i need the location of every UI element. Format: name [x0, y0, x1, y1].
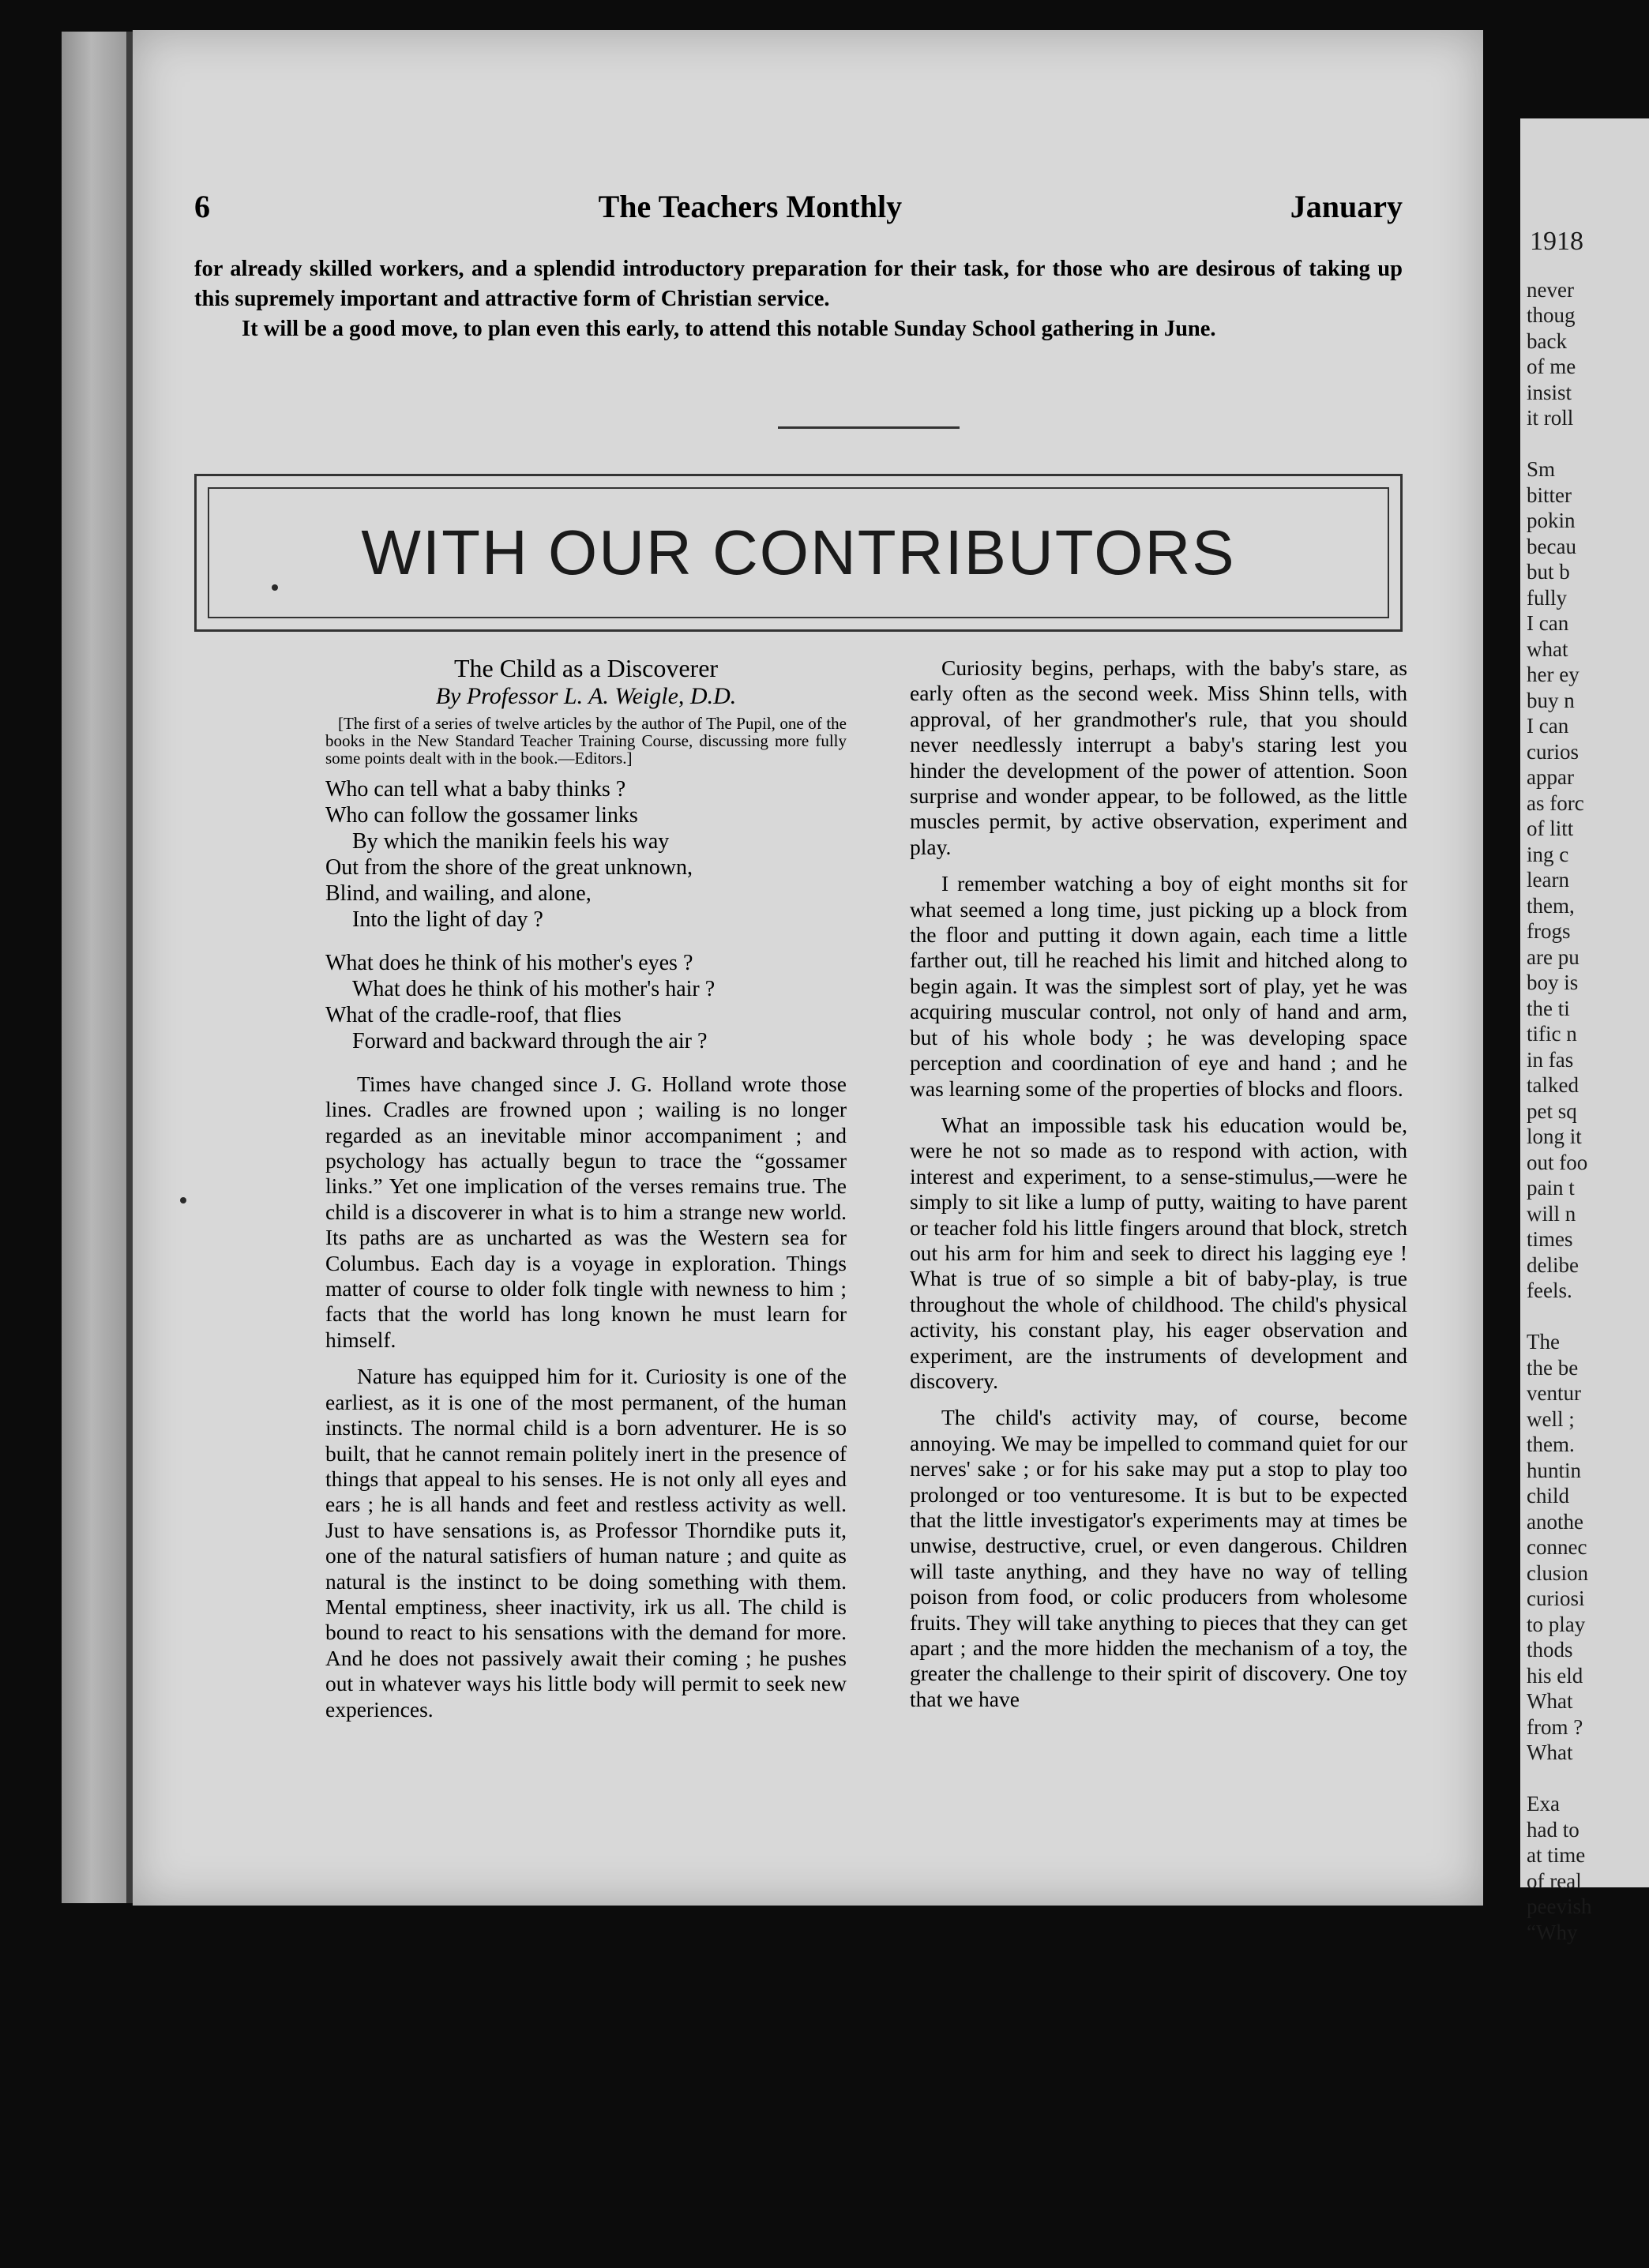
facing-page-line: well ; [1527, 1406, 1575, 1431]
binding-shadow [126, 32, 133, 1903]
facing-page-line: curios [1527, 739, 1579, 764]
facing-page-line [1527, 1304, 1649, 1330]
left-page-edge [62, 32, 128, 1903]
facing-page-line: never [1527, 277, 1574, 302]
facing-page-line: the ti [1527, 996, 1570, 1020]
poem-line: What does he think of his mother's eyes ? [325, 950, 693, 975]
facing-page-line: frogs [1527, 919, 1571, 943]
facing-page-line: pain t [1527, 1176, 1575, 1200]
facing-page-line: of me [1527, 355, 1576, 378]
facing-page-text [1520, 277, 1649, 1946]
facing-page-line: them, [1527, 893, 1575, 918]
facing-page-line: ing c [1527, 842, 1569, 866]
facing-page-line: of litt [1527, 817, 1574, 840]
article-title: The Child as a Discoverer [453, 654, 719, 682]
facing-page-line: had to [1527, 1817, 1580, 1842]
facing-page-line: long it [1527, 1125, 1582, 1148]
facing-page-line [1527, 431, 1649, 457]
facing-page-line: huntin [1527, 1458, 1582, 1482]
poem-line: Blind, and wailing, and alone, [325, 881, 592, 906]
poem-line: Who can follow the gossamer links [325, 802, 638, 828]
facing-page-line: learn [1527, 868, 1569, 892]
facing-page-line: buy n [1527, 688, 1575, 712]
facing-page-line: “Why [1527, 1920, 1578, 1944]
poem-stanza [325, 950, 847, 1054]
article-column-right [910, 655, 1407, 1723]
poem-stanza [325, 776, 847, 933]
facing-page-line: out foo [1527, 1150, 1588, 1174]
facing-page-line: at time [1527, 1843, 1586, 1867]
banner-inner-frame [208, 487, 1389, 618]
print-speck [272, 584, 278, 591]
article-paragraph: Nature has equipped him for it. Curiosity is one of the earliest, as it is one of the most permanent, of the human instincts. The normal child is a born adventurer. He is so built, that he cannot remain politely inert in the presence of things that appeal to his senses. He is not only all eyes and ears ; he is all hands and feet and restless activity as well. Just to have sensations is, as Professor Thorndike puts it, one of the natural satisfiers of human nature ; and quite as natural is the instinct to be doing something with them. Mental emptiness, sheer inactivity, irk us all. The child is bound to react to his sensations with the demand for more. And he does not passively await their coming ; he pushes out in whatever ways his little body will permit to seek new experiences. [325, 1364, 847, 1722]
facing-page-line: fully [1527, 585, 1567, 610]
article-paragraph: The child's activity may, of course, become annoying. We may be impelled to command quiet for our nerves' sake ; or for his sake may put a stop to play too prolonged or too venturesome. It is but to be expected that the little investigator's experiments may at times be unwise, destructive, cruel, or even dangerous. Children will taste anything, and they have no way of telling poison from food, or colic producers from wholesome fruits. They will take anything to pieces that they can get apart ; and the more hidden the mechanism of a toy, the greater the challenge to their spirit of discovery. One toy that we have [910, 1405, 1407, 1711]
poem-line: Forward and backward through the air ? [352, 1028, 708, 1053]
facing-page-line: her ey [1527, 663, 1580, 686]
poem-line: Into the light of day ? [352, 907, 543, 932]
banner-title: WITH OUR CONTRIBUTORS [361, 517, 1236, 588]
editors-note: [The first of a series of twelve articles by the author of The Pupil, one of the books in the New Standard Teacher Training Course, discussing more fully some points dealt with in the book.—Editors.] [325, 713, 847, 768]
section-divider [778, 426, 960, 429]
facing-page-year: 1918 [1530, 227, 1583, 256]
journal-title: The Teachers Monthly [598, 189, 903, 224]
facing-page-line: pet sq [1527, 1098, 1577, 1123]
facing-page-line: clusion [1527, 1560, 1588, 1585]
facing-page-line: pokin [1527, 509, 1576, 532]
facing-page-line: feels. [1527, 1279, 1572, 1302]
article-column-left [325, 655, 847, 1733]
facing-page-line: talked [1527, 1073, 1579, 1097]
facing-page-line: from ? [1527, 1714, 1583, 1739]
running-header [194, 188, 1403, 225]
facing-page-line: thods [1527, 1638, 1573, 1662]
intro-paragraph: for already skilled workers, and a splendid introductory preparation for their task, for those who are desirous of taking up this supremely important and attractive form of Christian service. [194, 257, 1403, 311]
facing-page-line: will n [1527, 1201, 1576, 1226]
facing-page-line: delibe [1527, 1252, 1579, 1277]
facing-page-line: times [1527, 1227, 1573, 1251]
facing-page-line: boy is [1527, 971, 1579, 994]
facing-page-line: them. [1527, 1433, 1575, 1456]
article-paragraph: What an impossible task his education would be, were he not so made as to respond with action, with interest and experiment, to a sense-stimulus,—were he simply to sit like a lump of putty, waiting to have parent or teacher fold his little fingers around that block, stretch out his arm for him and seek to direct his lagging eye ! What is true of so simple a bit of baby-play, is true throughout the whole of childhood. The child's physical activity, his constant play, his eager observation and experiment, are the instruments of development and discovery. [910, 1112, 1407, 1393]
facing-page-line: the be [1527, 1355, 1579, 1380]
facing-page-line: The [1527, 1330, 1560, 1354]
issue-month: January [1290, 189, 1403, 224]
facing-page-line: ventur [1527, 1381, 1581, 1405]
facing-page-line: What [1527, 1740, 1573, 1764]
facing-page-line: as forc [1527, 790, 1584, 815]
facing-page-fragment [1520, 118, 1649, 1944]
article-paragraph: Times have changed since J. G. Holland wrote those lines. Cradles are frowned upon ; wailing is no longer regarded as an inevitable minor accompaniment ; and psychology has actually begun to trace the “gossamer links.” Yet one implication of the verses remains true. The child is a discoverer in what is to him a strange new world. Its paths are as uncharted as was the Western sea for Columbus. Each day is a voyage in exploration. Things matter of course to older folk tingle with newness to him ; facts that the world has long known he must learn for himself. [325, 1071, 847, 1352]
article-byline: By Professor L. A. Weigle, D.D. [435, 683, 737, 710]
facing-page-line: peevish [1527, 1894, 1592, 1918]
poem-line: Who can tell what a baby thinks ? [325, 776, 626, 802]
facing-page-line: back [1527, 329, 1567, 353]
facing-page-line: I can [1527, 611, 1569, 635]
facing-page-line: tific n [1527, 1022, 1577, 1046]
facing-page-line: curiosi [1527, 1586, 1585, 1610]
article-paragraph: Curiosity begins, perhaps, with the baby's stare, as early often as the second week. Miss Shinn tells, with approval, of her grandmother's rule, that you should never needlessly interrupt a baby's staring lest you hinder the development of the power of attention. Soon surprise and wonder appear, to be followed, as the little muscles permit, by active observation, experiment and play. [910, 655, 1407, 859]
facing-page-line: Sm [1527, 457, 1556, 481]
facing-page-line: his eld [1527, 1663, 1583, 1688]
print-speck [180, 1197, 186, 1203]
intro-text [194, 254, 1403, 344]
facing-page-line: to play [1527, 1612, 1586, 1636]
poem-line: What of the cradle-roof, that flies [325, 1002, 622, 1027]
facing-page-line: What [1527, 1689, 1573, 1713]
facing-page-line: connec [1527, 1535, 1587, 1559]
facing-page-line: child [1527, 1484, 1569, 1508]
intro-paragraph: It will be a good move, to plan even this early, to attend this notable Sunday School gathering in June. [242, 317, 1216, 341]
facing-page-line: anothe [1527, 1509, 1583, 1534]
facing-page-line: what [1527, 636, 1568, 661]
facing-page-line: are pu [1527, 944, 1580, 969]
poem-line: What does he think of his mother's hair ? [352, 976, 716, 1001]
facing-page-line: appar [1527, 765, 1574, 789]
facing-page-line: in fas [1527, 1047, 1574, 1072]
page-number: 6 [194, 189, 210, 224]
facing-page-line: but b [1527, 560, 1570, 584]
facing-page-line [1527, 1766, 1649, 1792]
poem-line: Out from the shore of the great unknown, [325, 854, 693, 880]
poem-line: By which the manikin feels his way [352, 828, 670, 854]
facing-page-line: insist [1527, 380, 1572, 404]
section-banner [194, 474, 1403, 632]
facing-page-line: bitter [1527, 483, 1572, 507]
facing-page-line: Exa [1527, 1792, 1560, 1816]
facing-page-line: thoug [1527, 303, 1576, 327]
facing-page-line: it roll [1527, 406, 1574, 430]
facing-page-line: of real [1527, 1868, 1582, 1893]
facing-page-line: I can [1527, 714, 1569, 738]
article-paragraph: I remember watching a boy of eight months sit for what seemed a long time, just picking up a block from the floor and putting it down again, each time a little farther out, till he reached his limit and hitched along to begin again. It was the simplest sort of play, yet he was acquiring muscular control, not only of hand and arm, but of his whole body ; he was developing space perception and coordination of eye and hand ; and he was learning some of the properties of blocks and floors. [910, 871, 1407, 1101]
facing-page-line: becau [1527, 534, 1576, 558]
